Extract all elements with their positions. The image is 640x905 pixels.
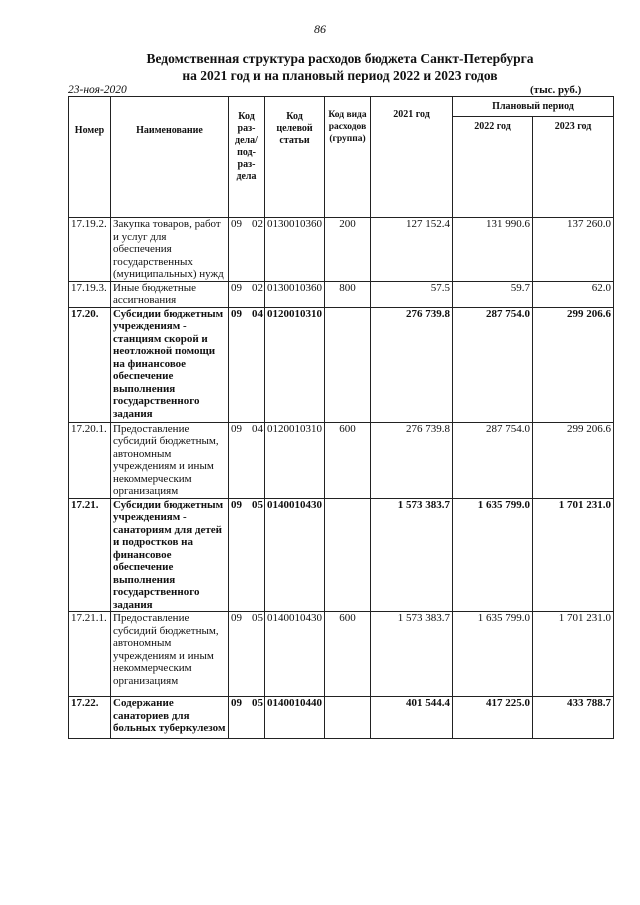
table-row: [69, 697, 614, 739]
row-value-2022: 131 990.6: [453, 218, 533, 282]
header-2022: 2022 год: [453, 117, 533, 218]
row-expense-type: 200: [325, 218, 371, 282]
row-value-2022: 287 754.0: [453, 307, 533, 422]
row-value-2022: 417 225.0: [453, 697, 533, 739]
units-label: (тыс. руб.): [530, 84, 582, 96]
table-row: [69, 612, 614, 697]
header-number: Номер: [69, 97, 111, 218]
title-line-1: Ведомственная структура расходов бюджета Санкт-Петербурга: [146, 51, 534, 66]
row-expense-type: 600: [325, 422, 371, 498]
row-razdel: 09: [231, 498, 242, 511]
page-number: 86: [314, 22, 326, 36]
row-name: Субсидии бюджетным учреждениям - санаториям для детей и подростков на финансовое обеспечение выполнения государственного задания: [111, 498, 229, 612]
row-podrazdel: 04: [252, 422, 263, 435]
row-podrazdel: 04: [252, 307, 263, 320]
row-number: 17.20.: [69, 307, 111, 422]
row-value-2021: 276 739.8: [371, 422, 453, 498]
row-podrazdel: 05: [252, 612, 263, 624]
row-value-2023: 299 206.6: [533, 307, 614, 422]
header-planned-period: Плановый период: [453, 97, 614, 117]
row-value-2021: 57.5: [371, 281, 453, 307]
row-value-2021: 1 573 383.7: [371, 498, 453, 612]
row-section-code: [229, 307, 265, 422]
table-row: [69, 498, 614, 612]
table-row: [69, 307, 614, 422]
row-razdel: 09: [231, 697, 242, 709]
row-expense-type: 600: [325, 612, 371, 697]
row-number: 17.20.1.: [69, 422, 111, 498]
row-section-code: [229, 498, 265, 612]
row-value-2021: 127 152.4: [371, 218, 453, 282]
row-expense-type: [325, 307, 371, 422]
table-row: [69, 422, 614, 498]
row-target-code: 0130010360: [265, 281, 325, 307]
row-value-2022: 287 754.0: [453, 422, 533, 498]
row-target-code: 0130010360: [265, 218, 325, 282]
row-section-code: [229, 218, 265, 282]
budget-table: [68, 96, 614, 739]
row-podrazdel: 05: [252, 697, 263, 709]
row-value-2021: 401 544.4: [371, 697, 453, 739]
row-number: 17.19.3.: [69, 281, 111, 307]
header-2021: 2021 год: [371, 97, 453, 218]
header-target-code: Код целевой статьи: [265, 97, 325, 218]
row-value-2023: 62.0: [533, 281, 614, 307]
row-razdel: 09: [231, 612, 242, 624]
row-section-code: [229, 422, 265, 498]
row-value-2022: 59.7: [453, 281, 533, 307]
row-name: Содержание санаториев для больных туберкулезом: [111, 697, 229, 739]
document-date: 23-ноя-2020: [68, 84, 127, 96]
row-section-code: [229, 612, 265, 697]
header-expense-type-code: Код вида расходов (группа): [325, 97, 371, 218]
row-target-code: 0120010310: [265, 307, 325, 422]
row-value-2023: 299 206.6: [533, 422, 614, 498]
row-value-2023: 1 701 231.0: [533, 612, 614, 697]
row-target-code: 0140010440: [265, 697, 325, 739]
table-row: [69, 218, 614, 282]
row-podrazdel: 02: [252, 281, 263, 294]
header-name: Наименование: [111, 97, 229, 218]
row-target-code: 0140010430: [265, 612, 325, 697]
document-title: [70, 50, 610, 84]
row-expense-type: [325, 697, 371, 739]
row-value-2021: 1 573 383.7: [371, 612, 453, 697]
row-name: Субсидии бюджетным учреждениям - станциям скорой и неотложной помощи на финансовое обеспечение выполнения государственного задания: [111, 307, 229, 422]
row-number: 17.21.1.: [69, 612, 111, 697]
row-number: 17.22.: [69, 697, 111, 739]
row-razdel: 09: [231, 281, 242, 294]
title-line-2: на 2021 год и на плановый период 2022 и 2023 годов: [182, 68, 498, 83]
row-value-2023: 1 701 231.0: [533, 498, 614, 612]
row-name: Предоставление субсидий бюджетным, автономным учреждениям и иным некоммерческим организациям: [111, 612, 229, 697]
row-razdel: 09: [231, 422, 242, 435]
row-value-2021: 276 739.8: [371, 307, 453, 422]
row-podrazdel: 05: [252, 498, 263, 511]
row-number: 17.21.: [69, 498, 111, 612]
row-target-code: 0120010310: [265, 422, 325, 498]
row-podrazdel: 02: [252, 218, 263, 230]
row-name: Предоставление субсидий бюджетным, автономным учреждениям и иным некоммерческим организациям: [111, 422, 229, 498]
header-section-code: Код раз- дела/ под- раз- дела: [229, 97, 265, 218]
row-value-2023: 433 788.7: [533, 697, 614, 739]
row-number: 17.19.2.: [69, 218, 111, 282]
row-value-2023: 137 260.0: [533, 218, 614, 282]
row-name: Закупка товаров, работ и услуг для обеспечения государственных (муниципальных) нужд: [111, 218, 229, 282]
row-expense-type: [325, 498, 371, 612]
table-row: [69, 281, 614, 307]
row-razdel: 09: [231, 218, 242, 230]
row-section-code: [229, 281, 265, 307]
row-target-code: 0140010430: [265, 498, 325, 612]
row-name: Иные бюджетные ассигнования: [111, 281, 229, 307]
row-section-code: [229, 697, 265, 739]
row-value-2022: 1 635 799.0: [453, 498, 533, 612]
header-2023: 2023 год: [533, 117, 614, 218]
row-razdel: 09: [231, 307, 242, 320]
row-value-2022: 1 635 799.0: [453, 612, 533, 697]
row-expense-type: 800: [325, 281, 371, 307]
